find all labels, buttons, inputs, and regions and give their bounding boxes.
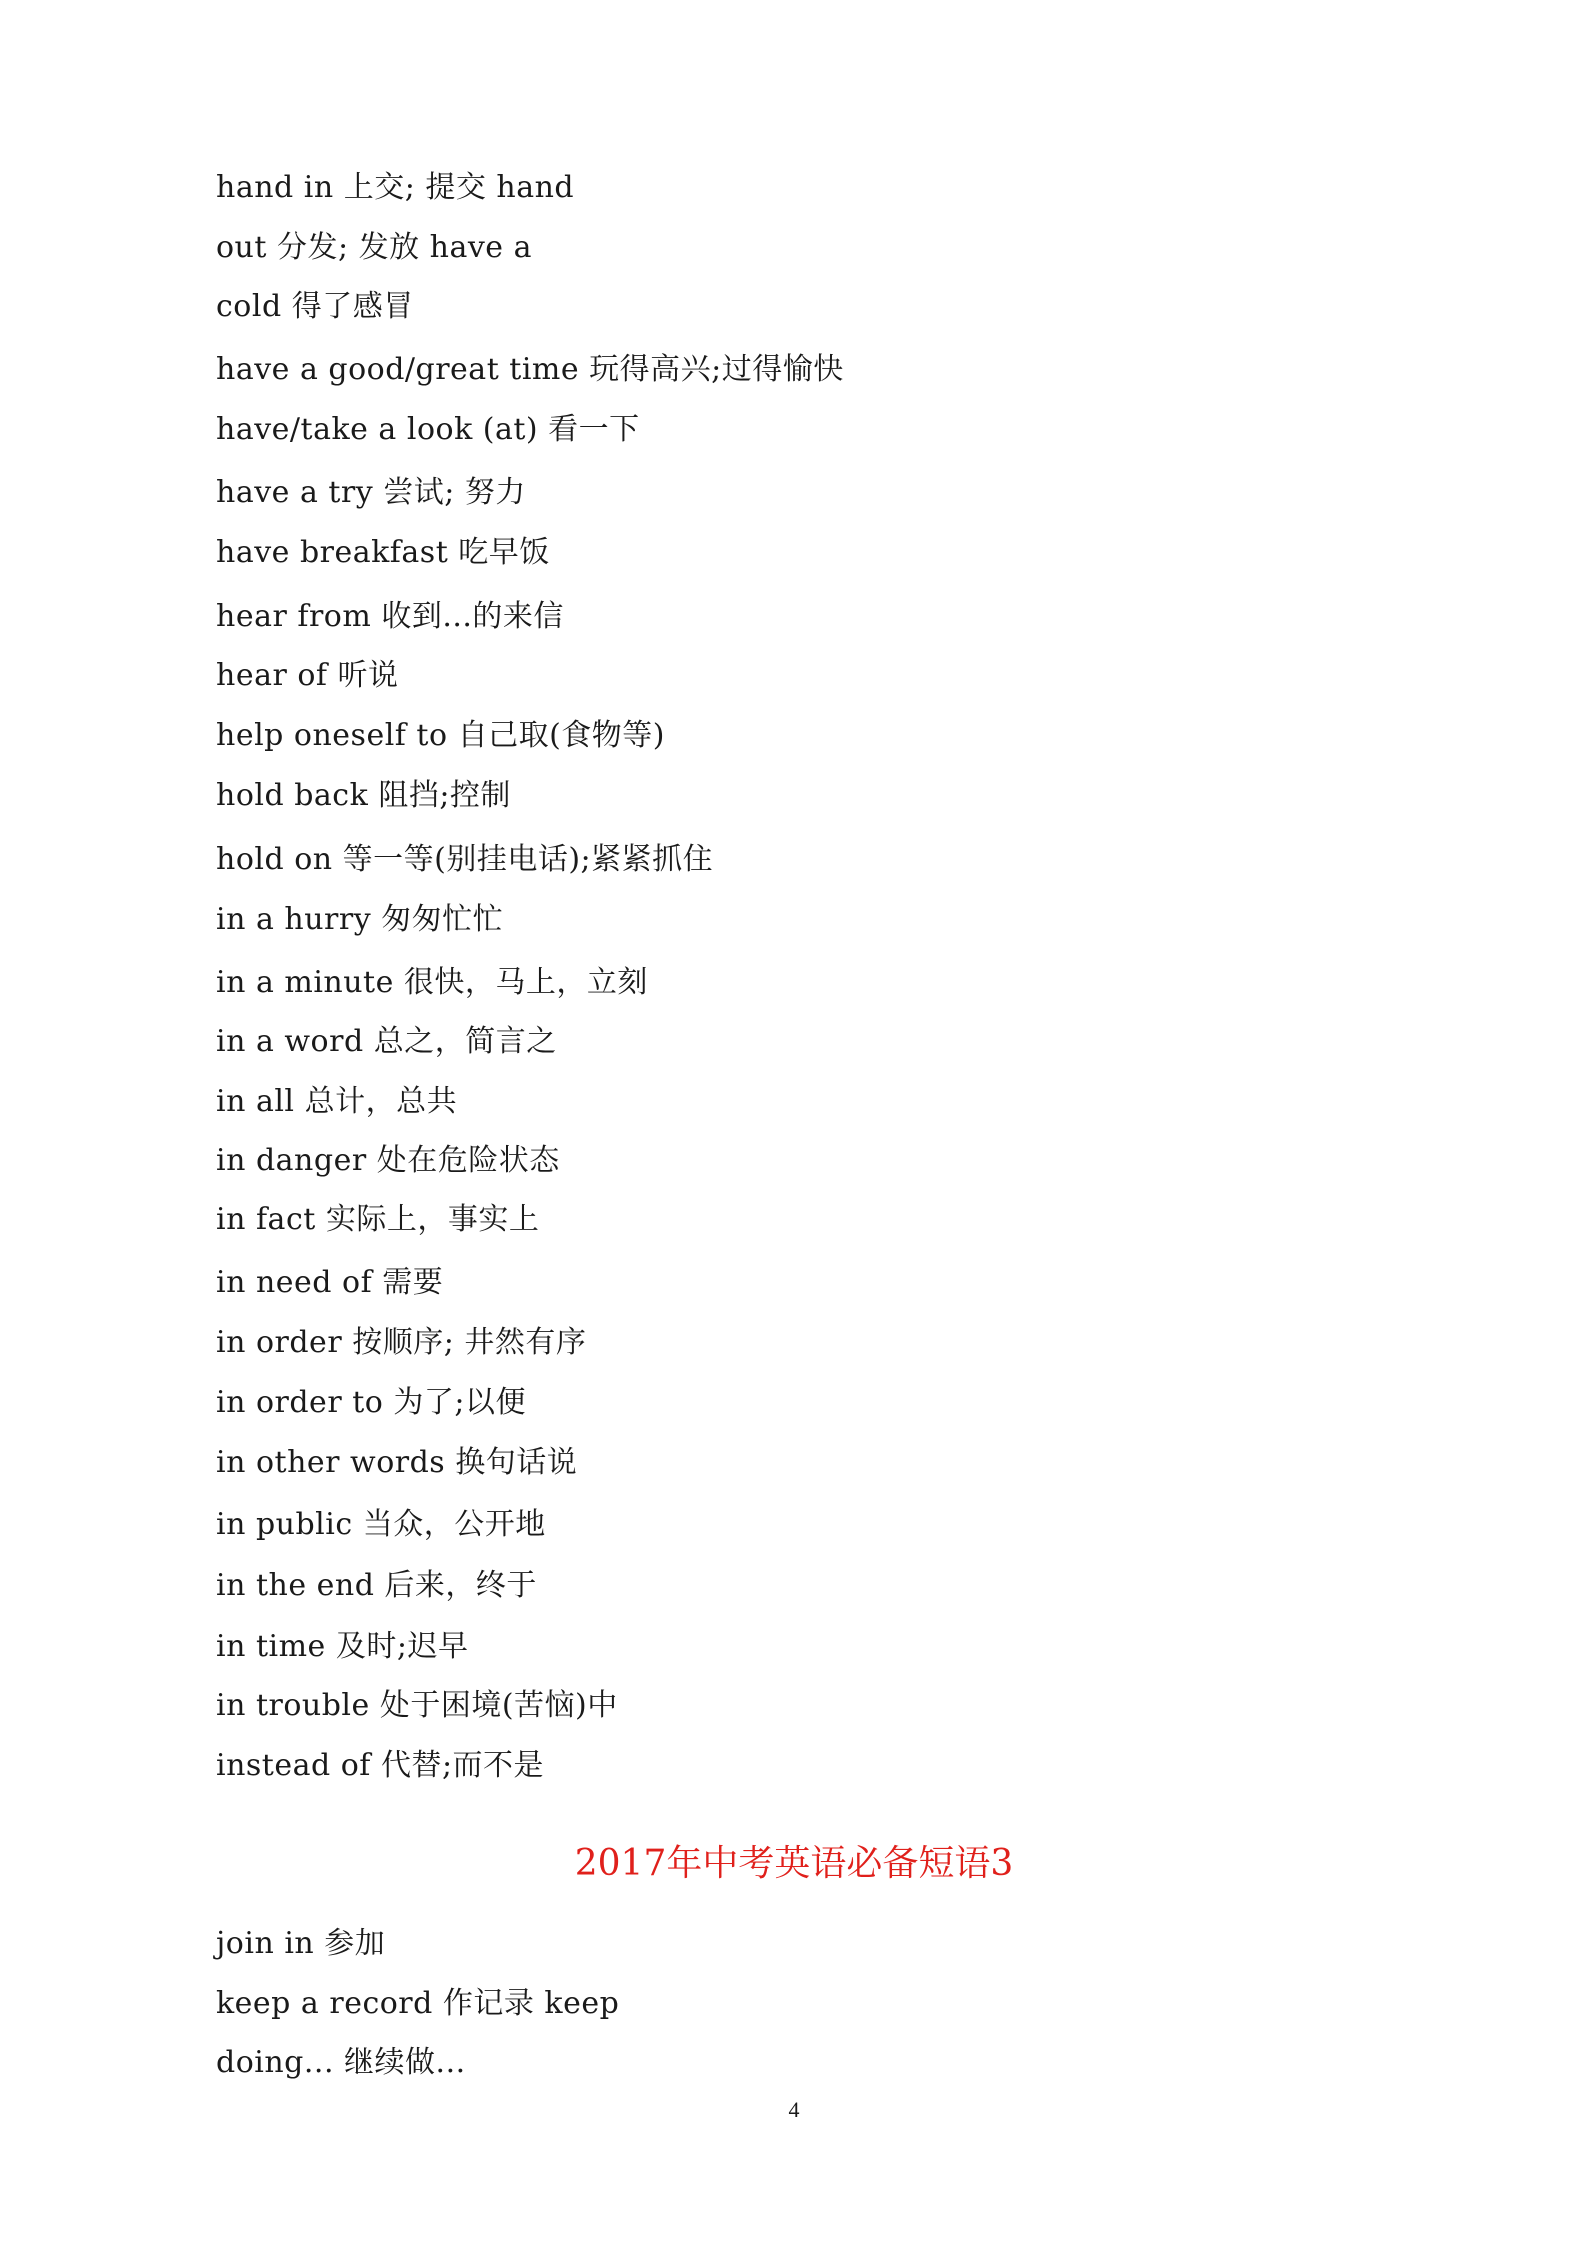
phrase-line: in trouble 处于困境(苦恼)中 (216, 1688, 618, 1723)
phrase-line: in danger 处在危险状态 (216, 1143, 560, 1178)
phrase-line: cold 得了感冒 (216, 289, 414, 324)
phrase-line: hand in 上交; 提交 hand (216, 170, 575, 205)
phrase-line: have a try 尝试; 努力 (216, 475, 526, 510)
phrase-line: in fact 实际上，事实上 (216, 1202, 540, 1237)
phrase-line: hold back 阻挡;控制 (216, 778, 511, 813)
section-heading: 2017年中考英语必备短语3 (574, 1843, 1014, 1884)
phrase-line: doing... 继续做... (216, 2045, 466, 2080)
phrase-line: in need of 需要 (216, 1265, 444, 1300)
phrase-line: in all 总计，总共 (216, 1084, 458, 1119)
phrase-line: in the end 后来，终于 (216, 1568, 537, 1603)
phrase-line: help oneself to 自己取(食物等) (216, 718, 665, 753)
phrase-line: in a word 总之，简言之 (216, 1024, 557, 1059)
phrase-line: out 分发; 发放 have a (216, 230, 532, 265)
phrase-line: have/take a look (at) 看一下 (216, 412, 640, 447)
phrase-line: in a minute 很快，马上，立刻 (216, 965, 648, 1000)
phrase-line: have a good/great time 玩得高兴;过得愉快 (216, 352, 844, 387)
phrase-line: in other words 换句话说 (216, 1445, 578, 1480)
phrase-line: have breakfast 吃早饭 (216, 535, 550, 570)
phrase-line: in order to 为了;以便 (216, 1385, 526, 1420)
phrase-line: in public 当众，公开地 (216, 1507, 546, 1542)
phrase-line: in time 及时;迟早 (216, 1629, 469, 1664)
phrase-line: keep a record 作记录 keep (216, 1986, 620, 2021)
phrase-line: hear of 听说 (216, 658, 399, 693)
phrase-line: hear from 收到...的来信 (216, 599, 564, 634)
phrase-line: join in 参加 (216, 1926, 386, 1961)
phrase-line: instead of 代替;而不是 (216, 1748, 545, 1783)
phrase-line: in a hurry 匆匆忙忙 (216, 902, 504, 937)
phrase-line: hold on 等一等(别挂电话);紧紧抓住 (216, 842, 714, 877)
page-number: 4 (788, 2097, 800, 2122)
phrase-line: in order 按顺序; 井然有序 (216, 1325, 587, 1360)
